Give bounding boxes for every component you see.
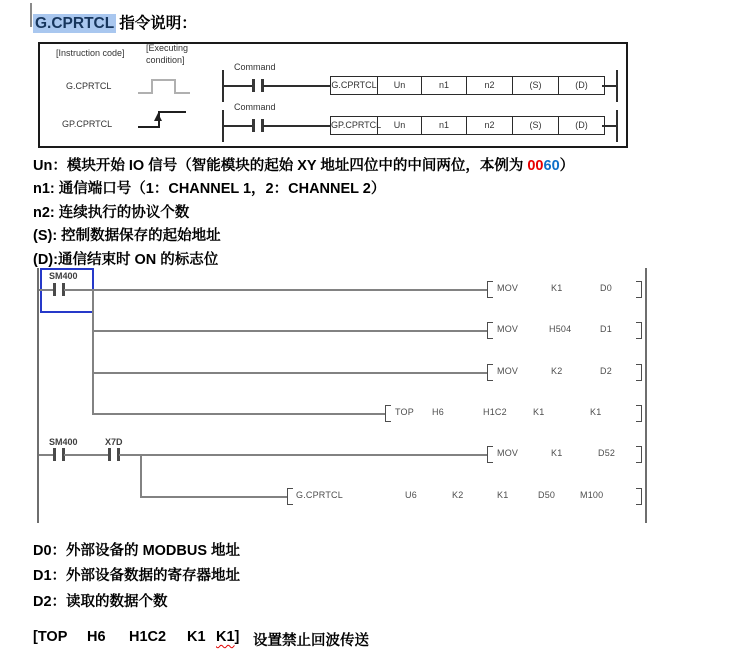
diagram-wire: [222, 85, 252, 87]
diagram-wire: [222, 125, 252, 127]
instruction-operand: K1: [590, 407, 602, 417]
instruction-open-bracket: [487, 446, 493, 463]
diagram-wire: [602, 125, 617, 127]
instruction-opcode: MOV: [497, 324, 519, 334]
instruction-opcode: G.CPRTCL: [296, 490, 343, 500]
edge-arrow-icon: [154, 113, 162, 121]
contact-label: SM400: [49, 271, 78, 281]
ladder-wire: [64, 289, 487, 291]
param-un: [33, 155, 574, 178]
contact-icon: [53, 283, 56, 296]
selected-text-highlight[interactable]: G.CPRTCL: [35, 15, 115, 32]
footer-token-k1: [216, 629, 239, 645]
contact-icon: [252, 119, 255, 132]
instruction-operand: D50: [538, 490, 556, 500]
instruction-open-bracket: [487, 281, 493, 298]
table-cell: n2: [466, 117, 512, 134]
instruction-close-bracket: [636, 364, 642, 381]
instruction-operand: M100: [580, 490, 604, 500]
diagram-right-tick: [616, 70, 618, 102]
instruction-opcode: MOV: [497, 283, 519, 293]
instruction-operand: D52: [598, 448, 616, 458]
command-label-1: Command: [234, 62, 276, 72]
param-un-red-value: 00: [527, 158, 544, 174]
contact-icon: [108, 448, 111, 461]
contact-label: SM400: [49, 437, 78, 447]
executing-condition-label-2: condition]: [146, 55, 185, 65]
pulse-waveform-icon: [174, 92, 190, 94]
instruction-operand: K1: [551, 283, 563, 293]
instruction-operand: D1: [600, 324, 612, 334]
param-n1: n1: 通信端口号（1：CHANNEL 1，2：CHANNEL 2）: [33, 181, 386, 198]
instruction-open-bracket: [487, 364, 493, 381]
instruction-close-bracket: [636, 281, 642, 298]
table-cell: n1: [421, 77, 466, 94]
diagram-wire: [602, 85, 617, 87]
instruction-close-bracket: [636, 322, 642, 339]
ladder-wire: [140, 496, 287, 498]
instruction-opcode: TOP: [395, 407, 414, 417]
footer-note: 设置禁止回波传送: [253, 633, 369, 649]
pulse-waveform-icon: [151, 79, 153, 94]
ladder-wire: [92, 372, 487, 374]
instruction-operand: D0: [600, 283, 612, 293]
gp-cprtcl-label: GP.CPRTCL: [62, 119, 113, 129]
ladder-wire: [92, 413, 385, 415]
ladder-left-rail: [37, 268, 39, 523]
table-cell: n2: [466, 77, 512, 94]
pulse-waveform-icon: [138, 92, 152, 94]
contact-label: X7D: [105, 437, 123, 447]
ladder-wire: [39, 289, 53, 291]
text-caret: [30, 3, 32, 27]
ladder-wire: [119, 454, 487, 456]
param-d: (D):通信结束时 ON 的标志位: [33, 251, 219, 268]
instruction-close-bracket: [636, 488, 642, 505]
edge-waveform-icon: [158, 111, 186, 113]
parameter-descriptions: [33, 155, 574, 272]
footer-token: H6: [87, 629, 106, 645]
table-cell: GP.CPRTCL: [331, 120, 382, 130]
contact-icon: [53, 448, 56, 461]
contact-icon: [252, 79, 255, 92]
table-cell: n1: [421, 117, 466, 134]
table-cell: Un: [377, 77, 421, 94]
instruction-close-bracket: [636, 405, 642, 422]
instruction-operand: H1C2: [483, 407, 507, 417]
instruction-open-bracket: [287, 488, 293, 505]
note-d0: D0：外部设备的 MODBUS 地址: [33, 543, 241, 559]
ladder-wire: [92, 330, 487, 332]
instruction-operand: K1: [533, 407, 545, 417]
pulse-waveform-icon: [151, 79, 176, 81]
instruction-opcode: MOV: [497, 366, 519, 376]
table-cell: (D): [558, 117, 604, 134]
instruction-operand: U6: [405, 490, 417, 500]
ladder-wire: [64, 454, 108, 456]
footer-token: H1C2: [129, 629, 167, 645]
instruction-operand-table-1: [330, 76, 605, 95]
instruction-operand: K1: [551, 448, 563, 458]
ladder-branch-line: [140, 454, 142, 498]
diagram-right-tick: [616, 110, 618, 142]
instruction-operand: K2: [452, 490, 464, 500]
param-un-suffix: ）: [559, 158, 575, 174]
table-cell: (S): [512, 77, 558, 94]
table-cell: Un: [377, 117, 421, 134]
note-d1: D1：外部设备数据的寄存器地址: [33, 568, 241, 585]
instruction-operand: H504: [549, 324, 572, 334]
instruction-operand: H6: [432, 407, 444, 417]
table-cell: (D): [558, 77, 604, 94]
footer-token: K1: [187, 629, 206, 645]
note-d2: D2：读取的数据个数: [33, 593, 168, 610]
executing-condition-label-1: [Executing: [146, 43, 189, 53]
diagram-wire: [263, 125, 330, 127]
ladder-branch-line: [92, 289, 94, 415]
instruction-operand: K2: [551, 366, 563, 376]
instruction-operand-table-2: [330, 116, 605, 135]
instruction-operand: K1: [497, 490, 509, 500]
ladder-wire: [39, 454, 53, 456]
param-n2: n2: 连续执行的协议个数: [33, 204, 190, 221]
instruction-close-bracket: [636, 446, 642, 463]
instruction-open-bracket: [487, 322, 493, 339]
table-cell: (S): [512, 117, 558, 134]
ladder-right-rail: [645, 268, 647, 523]
diagram-wire: [263, 85, 330, 87]
footer-token: [TOP: [33, 629, 68, 645]
footer-closing-bracket: ]: [234, 629, 240, 645]
command-label-2: Command: [234, 102, 276, 112]
instruction-code-label: [Instruction code]: [56, 48, 125, 58]
edge-waveform-icon: [138, 126, 160, 128]
instruction-operand: D2: [600, 366, 612, 376]
param-un-text: Un：模块开始 IO 信号（智能模块的起始 XY 地址四位中的中间两位，本例为: [33, 158, 528, 174]
g-cprtcl-label: G.CPRTCL: [66, 81, 112, 91]
page-title: [33, 11, 197, 33]
param-un-blue-value: 60: [543, 158, 560, 174]
data-register-notes: [33, 539, 240, 615]
instruction-opcode: MOV: [497, 448, 519, 458]
title-text: 指令说明：: [119, 15, 197, 32]
spellcheck-underlined-text: K1: [216, 629, 235, 645]
instruction-open-bracket: [385, 405, 391, 422]
table-cell: G.CPRTCL: [331, 80, 377, 90]
param-s: (S): 控制数据保存的起始地址: [33, 228, 221, 245]
